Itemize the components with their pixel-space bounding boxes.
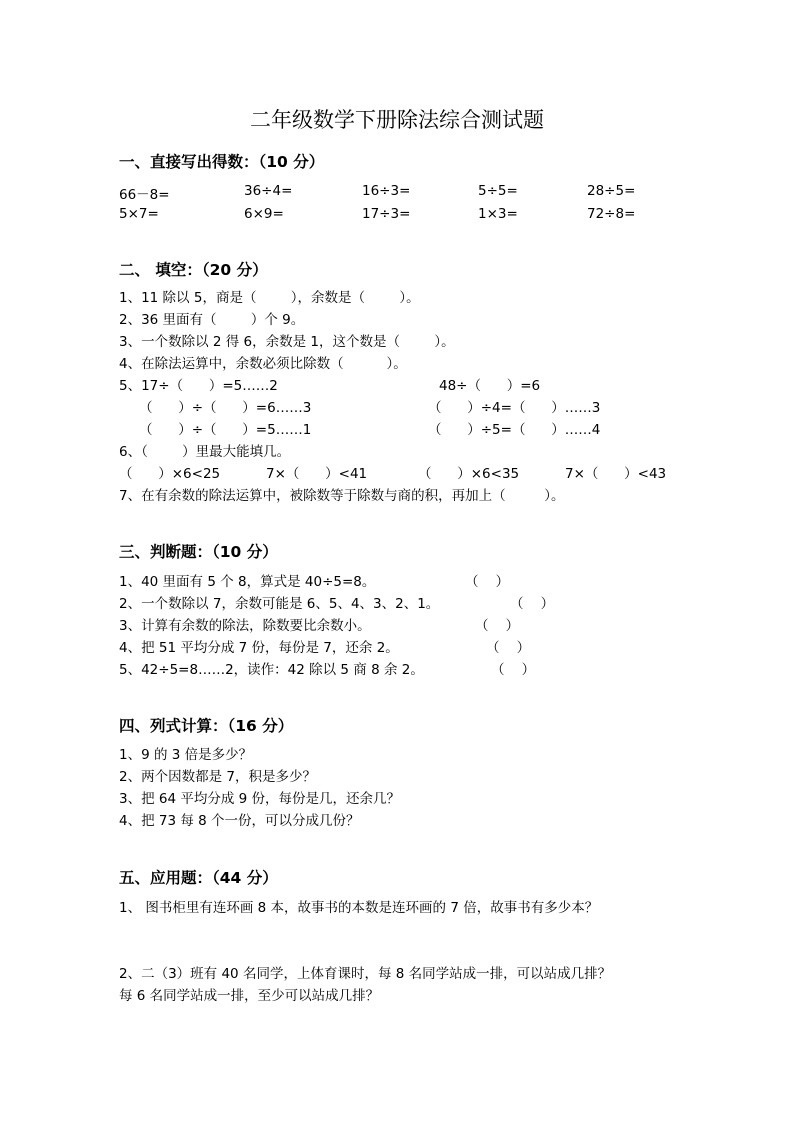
judge-item-1: 1、40 里面有 5 个 8，算式是 40÷5=8。 xyxy=(119,574,376,590)
fill-question-3: 3、一个数除以 2 得 6，余数是 1，这个数是（ ）。 xyxy=(119,334,455,350)
fill-question-7: 7、在有余数的除法运算中，被除数等于除数与商的积，再加上（ ）。 xyxy=(119,488,565,504)
word-problem-1: 1、 图书柜里有连环画 8 本，故事书的本数是连环画的 7 倍，故事书有多少本？ xyxy=(119,900,599,916)
calc-item: 66－8= xyxy=(119,187,170,203)
fill-question-6-item: 7×（ ）<43 xyxy=(565,466,667,482)
section2-heading: 二、 填空：（20 分） xyxy=(119,261,268,279)
judge-bracket-3: （ ） xyxy=(475,618,520,634)
fill-question-5b-left: （ ）÷（ ）=6……3 xyxy=(139,400,312,416)
calc-question-4: 4、把 73 每 8 个一份，可以分成几份？ xyxy=(119,813,360,829)
word-problem-2-line1: 2、二（3）班有 40 名同学，上体育课时，每 8 名同学站成一排，可以站成几排？ xyxy=(119,966,612,982)
judge-item-2: 2、一个数除以 7，余数可能是 6、5、4、3、2、1。 xyxy=(119,596,440,612)
judge-item-5: 5、42÷5=8……2，读作：42 除以 5 商 8 余 2。 xyxy=(119,662,424,678)
judge-bracket-2: （ ） xyxy=(510,596,555,612)
fill-question-6-item: 7×（ ）<41 xyxy=(266,466,368,482)
calc-item: 5÷5= xyxy=(478,183,518,199)
fill-question-6: 6、（ ）里最大能填几。 xyxy=(119,444,291,460)
section1-heading: 一、直接写出得数：（10 分） xyxy=(119,153,325,171)
calc-question-1: 1、9 的 3 倍是多少？ xyxy=(119,747,253,763)
fill-question-4: 4、在除法运算中，余数必须比除数（ ）。 xyxy=(119,356,407,372)
calc-item: 5×7= xyxy=(119,206,159,222)
page-title: 二年级数学下册除法综合测试题 xyxy=(250,108,544,132)
calc-item: 16÷3= xyxy=(362,183,411,199)
fill-question-6-item: （ ）×6<35 xyxy=(418,466,520,482)
calc-question-3: 3、把 64 平均分成 9 份，每份是几，还余几？ xyxy=(119,791,401,807)
judge-item-3: 3、计算有余数的除法，除数要比余数小。 xyxy=(119,618,371,634)
fill-question-5a-left: 5、17÷（ ）=5……2 xyxy=(119,378,278,394)
calc-item: 17÷3= xyxy=(362,206,411,222)
calc-item: 6×9= xyxy=(244,206,284,222)
calc-item: 1×3= xyxy=(478,206,518,222)
fill-question-1: 1、11 除以 5，商是（ ），余数是（ ）。 xyxy=(119,290,420,306)
fill-question-2: 2、36 里面有（ ）个 9。 xyxy=(119,312,305,328)
word-problem-2-line2: 每 6 名同学站成一排，至少可以站成几排？ xyxy=(119,988,380,1004)
section5-heading: 五、应用题：（44 分） xyxy=(119,869,278,887)
judge-bracket-5: （ ） xyxy=(491,662,536,678)
fill-question-5a-right: 48÷（ ）=6 xyxy=(439,378,541,394)
judge-bracket-4: （ ） xyxy=(486,640,531,656)
judge-bracket-1: （ ） xyxy=(465,574,510,590)
calc-item: 72÷8= xyxy=(587,206,636,222)
calc-item: 28÷5= xyxy=(587,183,636,199)
calc-question-2: 2、两个因数都是 7，积是多少？ xyxy=(119,769,316,785)
fill-question-5b-right: （ ）÷4=（ ）……3 xyxy=(428,400,601,416)
judge-item-4: 4、把 51 平均分成 7 份，每份是 7，还余 2。 xyxy=(119,640,399,656)
section4-heading: 四、列式计算：（16 分） xyxy=(119,717,294,735)
fill-question-5c-left: （ ）÷（ ）=5……1 xyxy=(139,422,312,438)
section3-heading: 三、判断题：（10 分） xyxy=(119,543,278,561)
fill-question-6-item: （ ）×6<25 xyxy=(119,466,221,482)
fill-question-5c-right: （ ）÷5=（ ）……4 xyxy=(428,422,601,438)
calc-item: 36÷4= xyxy=(244,183,293,199)
